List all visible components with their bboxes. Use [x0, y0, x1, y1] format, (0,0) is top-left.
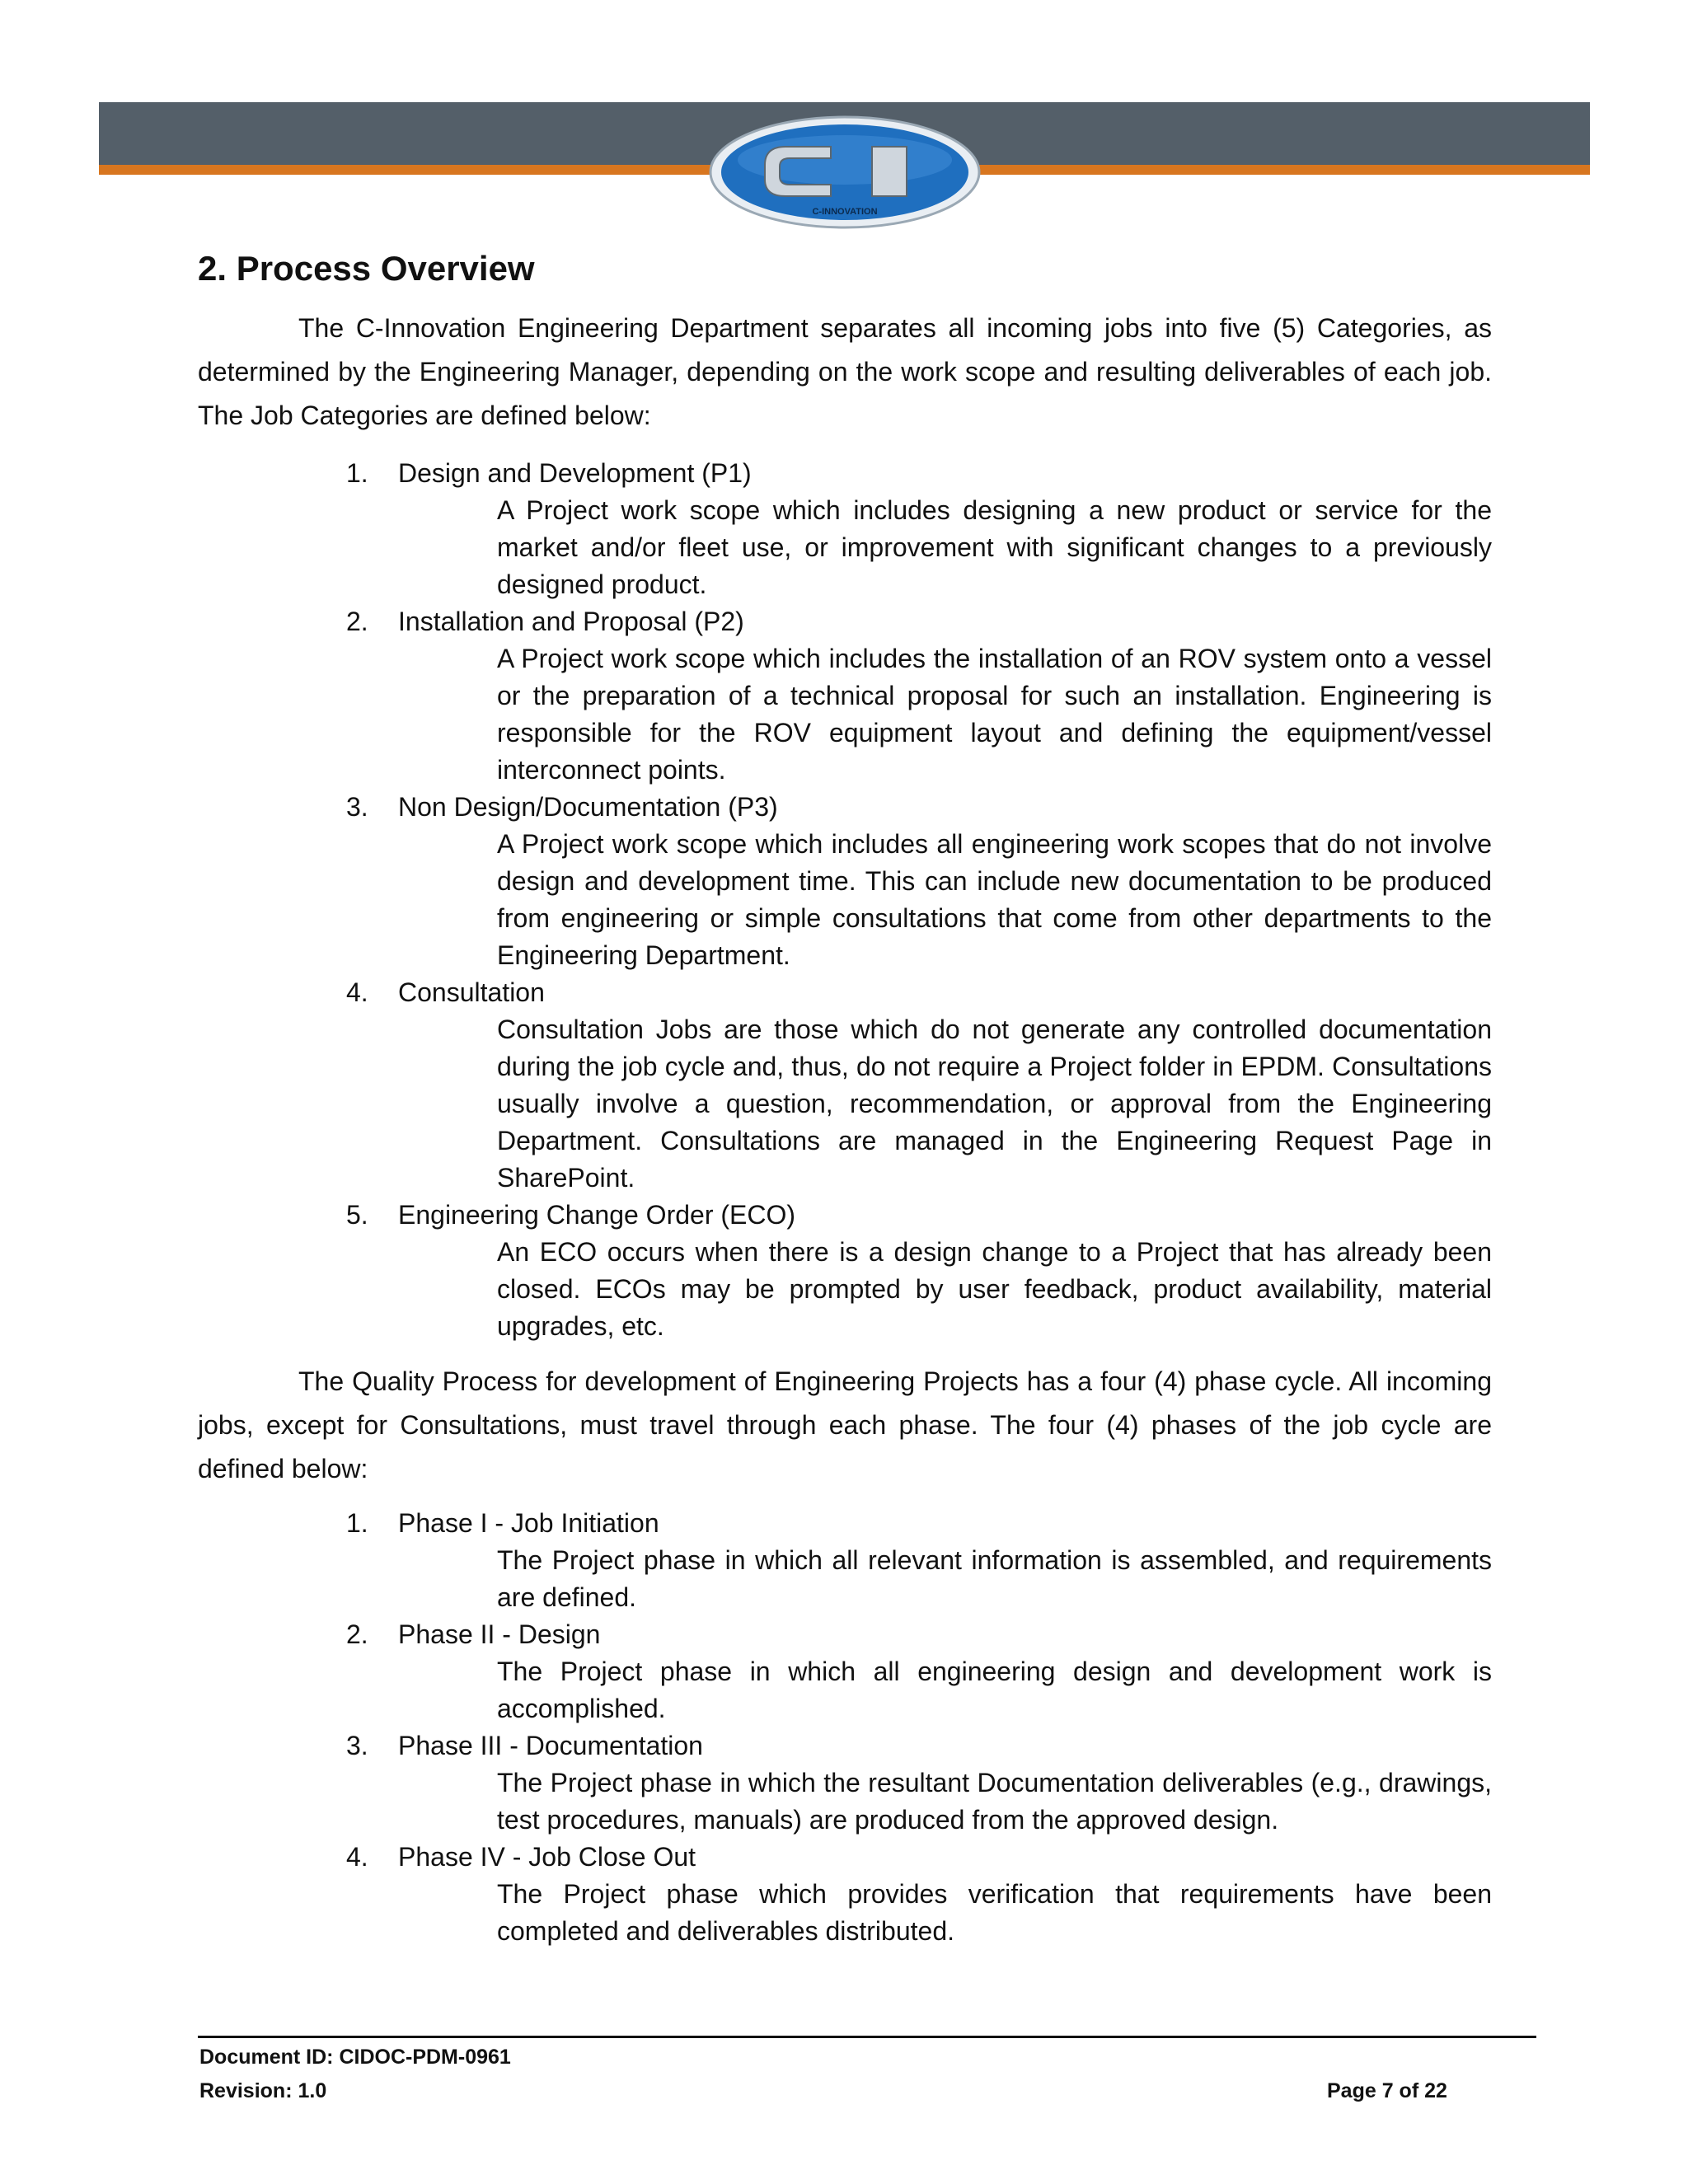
intro-text: The C-Innovation Engineering Department separates all incoming jobs into five (5) Categories, as determined by the Engineering Manager, depending on the work scope and resulting deliverables of each job. The Job Categories are defined below:: [198, 313, 1492, 430]
category-title: Installation and Proposal (P2): [398, 607, 744, 636]
phase-description: The Project phase in which all relevant information is assembled, and requirements are defined.: [497, 1545, 1492, 1612]
footer-page-number: Page 7 of 22: [1327, 2079, 1447, 2102]
phase-item: [198, 1727, 1492, 1839]
category-title: Consultation: [398, 977, 545, 1007]
category-description: A Project work scope which includes designing a new product or service for the market and/or fleet use, or improvement with significant changes to a previously designed product.: [497, 495, 1492, 599]
category-description: An ECO occurs when there is a design change to a Project that has already been closed. ECOs may be prompted by user feedback, product availability, material upgrades, etc.: [497, 1237, 1492, 1341]
section-title: 2. Process Overview: [198, 249, 535, 288]
phase-item: [198, 1616, 1492, 1727]
category-item: [198, 1197, 1492, 1345]
footer-revision: Revision: 1.0: [199, 2079, 327, 2102]
intro-paragraph: [198, 307, 1492, 438]
category-number: 2.: [346, 607, 368, 636]
category-item: [198, 603, 1492, 789]
phase-description: The Project phase in which the resultant Documentation deliverables (e.g., drawings, test procedures, manuals) are produced from the approved design.: [497, 1768, 1492, 1835]
phase-number: 3.: [346, 1731, 368, 1760]
phase-title: Phase IV - Job Close Out: [398, 1842, 696, 1872]
phase-title: Phase I - Job Initiation: [398, 1508, 659, 1538]
job-categories-list: [198, 455, 1492, 1345]
phase-intro-paragraph: [198, 1360, 1492, 1491]
logo-text: C-INNOVATION: [812, 207, 878, 217]
phase-item: [198, 1505, 1492, 1616]
category-item: [198, 974, 1492, 1197]
phase-item: [198, 1839, 1492, 1950]
phase-description: The Project phase in which all engineering design and development work is accomplished.: [497, 1657, 1492, 1723]
category-number: 5.: [346, 1200, 368, 1230]
phases-list: [198, 1505, 1492, 1950]
phase-intro-text: The Quality Process for development of Engineering Projects has a four (4) phase cycle. All incoming jobs, except for Consultations, must travel through each phase. The four (4) phases of the job cycle are defined below:: [198, 1366, 1492, 1483]
footer-rule: [198, 2036, 1536, 2038]
phase-number: 4.: [346, 1842, 368, 1872]
category-description: A Project work scope which includes the installation of an ROV system onto a vessel or the preparation of a technical proposal for such an installation. Engineering is responsible for the ROV equipment layout and defining the equipment/vessel interconnect points.: [497, 644, 1492, 785]
category-item: [198, 789, 1492, 974]
category-title: Engineering Change Order (ECO): [398, 1200, 796, 1230]
category-description: A Project work scope which includes all engineering work scopes that do not involve design and development time. This can include new documentation to be produced from engineering or simple consultations that come from other departments to the Engineering Department.: [497, 829, 1492, 970]
category-item: [198, 455, 1492, 603]
category-number: 4.: [346, 977, 368, 1007]
phase-number: 2.: [346, 1619, 368, 1649]
phase-number: 1.: [346, 1508, 368, 1538]
footer-document-id: Document ID: CIDOC-PDM-0961: [199, 2046, 511, 2069]
category-description: Consultation Jobs are those which do not generate any controlled documentation during the job cycle and, thus, do not require a Project folder in EPDM. Consultations usually involve a question, recommendation, or approval from the Engineering Department. Consultations are managed in the Engineering Request Page in SharePoint.: [497, 1015, 1492, 1193]
phase-description: The Project phase which provides verification that requirements have been completed and deliverables distributed.: [497, 1879, 1492, 1946]
company-logo: [707, 114, 982, 231]
category-title: Design and Development (P1): [398, 458, 752, 488]
category-title: Non Design/Documentation (P3): [398, 792, 778, 822]
phase-title: Phase II - Design: [398, 1619, 601, 1649]
category-number: 1.: [346, 458, 368, 488]
category-number: 3.: [346, 792, 368, 822]
phase-title: Phase III - Documentation: [398, 1731, 703, 1760]
